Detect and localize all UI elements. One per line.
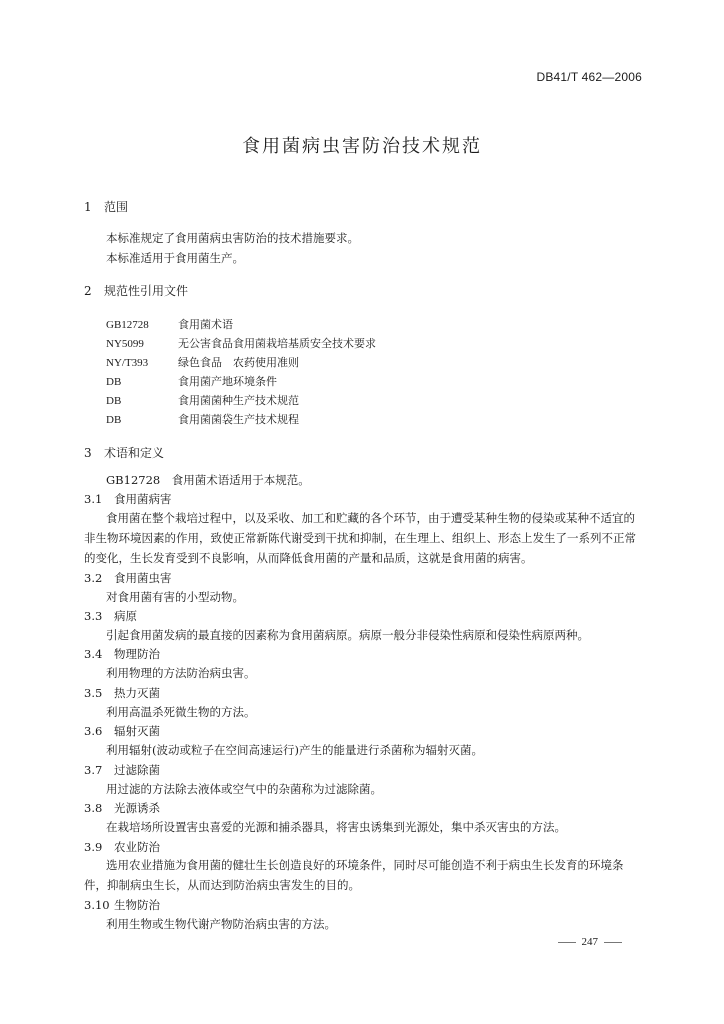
reference-title: 无公害食品食用菌栽培基质安全技术要求 <box>178 337 376 350</box>
term-heading <box>84 491 172 507</box>
term-definition: 引起食用菌发病的最直接的因素称为食用菌病原。病原一般分非侵染性病原和侵染性病原两种。 <box>106 628 589 642</box>
term-number: 3.7 <box>84 763 103 777</box>
term-heading <box>84 685 160 701</box>
standard-code: DB41/T 462—2006 <box>536 70 642 84</box>
term-number: 3.1 <box>84 492 103 506</box>
reference-row <box>106 373 277 389</box>
term-heading <box>84 839 160 855</box>
term-definition: 利用生物或生物代谢产物防治病虫害的方法。 <box>106 917 336 931</box>
section-number: 3 <box>84 446 92 460</box>
term-name: 生物防治 <box>114 898 160 912</box>
section-number: 2 <box>84 284 92 298</box>
term-definition: 在栽培场所设置害虫喜爱的光源和捕杀器具，将害虫诱集到光源处，集中杀灭害虫的方法。 <box>106 820 566 834</box>
section-3-heading <box>84 444 164 461</box>
reference-row <box>106 392 299 408</box>
dash-right <box>604 942 622 943</box>
page-number <box>552 936 629 948</box>
term-number: 3.3 <box>84 609 103 623</box>
term-number: 3.2 <box>84 571 103 585</box>
section-title: 术语和定义 <box>104 446 165 460</box>
reference-title: 绿色食品 农药使用准则 <box>178 356 299 369</box>
reference-row <box>106 335 376 351</box>
term-definition: 利用辐射(波动或粒子在空间高速运行)产生的能量进行杀菌称为辐射灭菌。 <box>106 743 483 757</box>
term-heading <box>84 723 160 739</box>
term-heading <box>84 646 160 662</box>
term-name: 光源诱杀 <box>114 801 160 815</box>
term-name: 食用菌病害 <box>114 492 172 506</box>
section-1-heading <box>84 198 128 215</box>
reference-title: 食用菌菌种生产技术规范 <box>178 394 299 407</box>
scope-line-2: 本标准适用于食用菌生产。 <box>106 251 244 265</box>
dash-left <box>558 942 576 943</box>
term-number: 3.6 <box>84 724 103 738</box>
reference-title: 食用菌产地环境条件 <box>178 375 277 388</box>
term-heading <box>84 570 172 586</box>
reference-code: DB <box>106 376 122 388</box>
term-definition: 选用农业措施为食用菌的健壮生长创造良好的环境条件，同时尽可能创造不利于病虫生长发育的环境条件，抑制病虫生长，从而达到防治病虫害发生的目的。 <box>84 858 624 892</box>
reference-row <box>106 354 299 370</box>
term-definition: 用过滤的方法除去液体或空气中的杂菌称为过滤除菌。 <box>106 782 382 796</box>
term-number: 3.9 <box>84 840 103 854</box>
reference-title: 食用菌菌袋生产技术规程 <box>178 413 299 426</box>
term-definition: 利用高温杀死微生物的方法。 <box>106 705 256 719</box>
term-definition: 利用物理的方法防治病虫害。 <box>106 666 256 680</box>
term-number: 3.4 <box>84 647 103 661</box>
document-title: 食用菌病虫害防治技术规范 <box>242 136 482 157</box>
reference-code: DB <box>106 395 122 407</box>
term-name: 食用菌虫害 <box>114 571 172 585</box>
section-number: 1 <box>84 200 92 214</box>
terms-intro: GB12728 食用菌术语适用于本规范。 <box>106 473 310 487</box>
page-number-text: 247 <box>581 936 598 948</box>
term-name: 辐射灭菌 <box>114 724 160 738</box>
section-title: 范围 <box>104 200 129 214</box>
term-number: 3.10 <box>84 898 110 912</box>
reference-row <box>106 316 233 332</box>
term-name: 物理防治 <box>114 647 160 661</box>
term-heading <box>84 608 137 624</box>
reference-code: GB12728 <box>106 319 149 331</box>
term-number: 3.8 <box>84 801 103 815</box>
term-definition: 食用菌在整个栽培过程中，以及采收、加工和贮藏的各个环节，由于遭受某种生物的侵染或某种不适宜的非生物环境因素的作用，致使正常新陈代谢受到干扰和抑制，在生理上、组织上、形态上发生了一系列不正常的变化，生长发育受到不良影响，从而降低食用菌的产量和品质，这就是食用菌的病害。 <box>84 511 636 565</box>
reference-row <box>106 411 299 427</box>
reference-code: NY/T393 <box>106 357 149 369</box>
term-heading <box>84 762 160 778</box>
scope-line-1: 本标准规定了食用菌病虫害防治的技术措施要求。 <box>106 231 359 245</box>
reference-code: NY5099 <box>106 338 144 350</box>
term-name: 热力灭菌 <box>114 686 160 700</box>
term-number: 3.5 <box>84 686 103 700</box>
term-definition: 对食用菌有害的小型动物。 <box>106 590 244 604</box>
reference-title: 食用菌术语 <box>178 318 233 331</box>
reference-code: DB <box>106 414 122 426</box>
term-name: 农业防治 <box>114 840 160 854</box>
term-heading <box>84 897 160 913</box>
term-heading <box>84 800 160 816</box>
term-name: 过滤除菌 <box>114 763 160 777</box>
section-2-heading <box>84 282 188 299</box>
term-name: 病原 <box>114 609 137 623</box>
section-title: 规范性引用文件 <box>104 284 189 298</box>
